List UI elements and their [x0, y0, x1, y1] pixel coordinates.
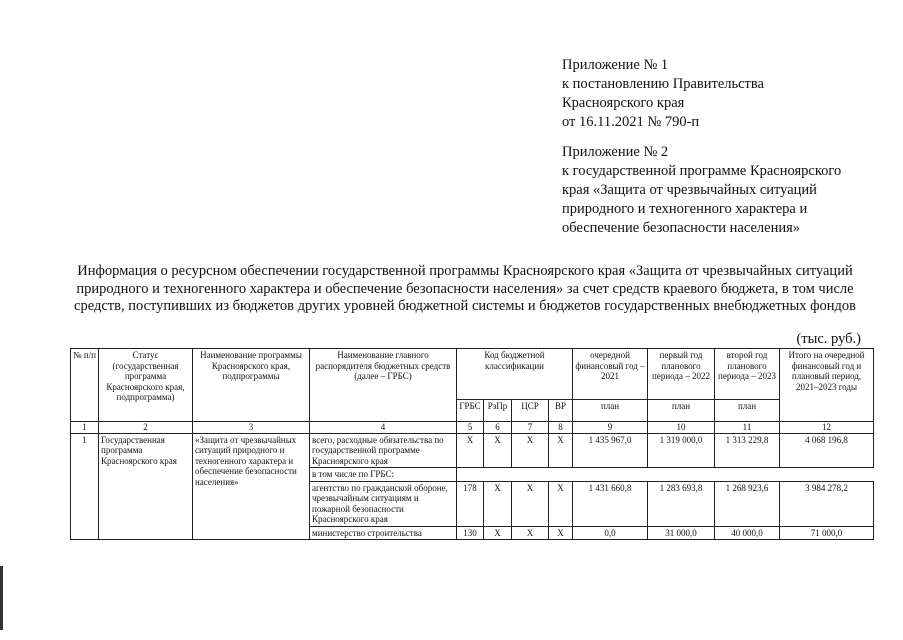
header-grbs: Наименование главного распорядителя бюджетных средств (далее – ГРБС) [310, 349, 457, 422]
appendix-1-line-1: Приложение № 1 [562, 57, 669, 73]
value-2021: 1 431 660,8 [573, 481, 648, 526]
row-program-name: «Защита от чрезвычайных ситуаций природного и техногенного характера и обеспечение безопасности населения» [193, 433, 310, 540]
index-cell: 3 [193, 422, 310, 434]
units-label: (тыс. руб.) [796, 331, 861, 347]
vr-cell: Х [549, 526, 573, 540]
header-2023: второй год планового периода – 2023 [715, 349, 780, 400]
header-rzpr: РзПр [484, 400, 512, 422]
grbs-total-label: всего, расходные обязательства по государственной программе Красноярского края [310, 433, 457, 468]
appendix-1-block [562, 56, 892, 132]
header-code: Код бюджетной классификации [457, 349, 573, 400]
header-plan-2023: план [715, 400, 780, 422]
header-plan-2022: план [648, 400, 715, 422]
appendix-2-line-3: края «Защита от чрезвычайных ситуаций [562, 182, 817, 198]
index-cell: 4 [310, 422, 457, 434]
header-num: № п/п [71, 349, 99, 422]
csr-cell: Х [512, 481, 549, 526]
index-cell: 8 [549, 422, 573, 434]
index-cell: 1 [71, 422, 99, 434]
rzpr-cell: Х [484, 526, 512, 540]
value-2021: 0,0 [573, 526, 648, 540]
appendix-2-line-2: к государственной программе Красноярского [562, 163, 842, 179]
header-vr: ВР [549, 400, 573, 422]
appendix-2-line-4: природного и техногенного характера и [562, 201, 808, 217]
index-cell: 12 [780, 422, 874, 434]
header-status: Статус (государственная программа Красноярского края, подпрограмма) [99, 349, 193, 422]
value-total: 71 000,0 [780, 526, 874, 540]
grbs-code-cell: Х [457, 433, 484, 468]
value-2023: 40 000,0 [715, 526, 780, 540]
grbs-subheading: в том числе по ГРБС: [310, 468, 457, 482]
table-row [71, 433, 874, 468]
appendix-2-line-5: обеспечение безопасности населения» [562, 220, 801, 236]
grbs-code-cell: 130 [457, 526, 484, 540]
index-cell: 9 [573, 422, 648, 434]
header-total: Итого на очередной финансовый год и плановый период, 2021–2023 годы [780, 349, 874, 422]
value-2023: 1 313 229,8 [715, 433, 780, 468]
value-2021: 1 435 967,0 [573, 433, 648, 468]
grbs-code-cell: 178 [457, 481, 484, 526]
appendix-2-block [562, 143, 892, 238]
header-2021: очередной финансовый год – 2021 [573, 349, 648, 400]
appendix-1-line-2: к постановлению Правительства [562, 76, 764, 92]
appendix-1-line-4: от 16.11.2021 № 790-п [562, 114, 700, 130]
index-cell: 6 [484, 422, 512, 434]
index-cell: 10 [648, 422, 715, 434]
header-name: Наименование программы Красноярского края, подпрограммы [193, 349, 310, 422]
value-2022: 1 319 000,0 [648, 433, 715, 468]
value-2022: 31 000,0 [648, 526, 715, 540]
value-total: 4 068 196,8 [780, 433, 874, 468]
index-cell: 5 [457, 422, 484, 434]
index-cell: 11 [715, 422, 780, 434]
rzpr-cell: Х [484, 433, 512, 468]
empty-cell [457, 468, 874, 482]
index-cell: 7 [512, 422, 549, 434]
index-cell: 2 [99, 422, 193, 434]
index-row [71, 422, 874, 434]
header-plan-2021: план [573, 400, 648, 422]
margin-mark [0, 566, 3, 630]
vr-cell: Х [549, 481, 573, 526]
value-total: 3 984 278,2 [780, 481, 874, 526]
appendix-2-line-1: Приложение № 2 [562, 144, 669, 160]
vr-cell: Х [549, 433, 573, 468]
grbs-ministry-name: министерство строительства [310, 526, 457, 540]
csr-cell: Х [512, 526, 549, 540]
value-2023: 1 268 923,6 [715, 481, 780, 526]
csr-cell: Х [512, 433, 549, 468]
row-status: Государственная программа Красноярского края [99, 433, 193, 540]
appendix-1-line-3: Красноярского края [562, 95, 685, 111]
value-2022: 1 283 693,8 [648, 481, 715, 526]
resource-table [70, 348, 874, 540]
header-grbs-code: ГРБС [457, 400, 484, 422]
grbs-agency-name: агентство по гражданской обороне, чрезвычайным ситуациям и пожарной безопасности Красноярского края [310, 481, 457, 526]
rzpr-cell: Х [484, 481, 512, 526]
header-csr: ЦСР [512, 400, 549, 422]
header-2022: первый год планового периода – 2022 [648, 349, 715, 400]
row-num: 1 [71, 433, 99, 540]
document-title: Информация о ресурсном обеспечении государственной программы Красноярского края «Защита от чрезвычайных ситуаций природного и техногенного характера и обеспечение безопасности населения» за счет средств краевого бюджета, в том числе средств, поступивших из бюджетов других уровней бюджетной системы и бюджетов государственных внебюджетных фондов [74, 263, 856, 314]
